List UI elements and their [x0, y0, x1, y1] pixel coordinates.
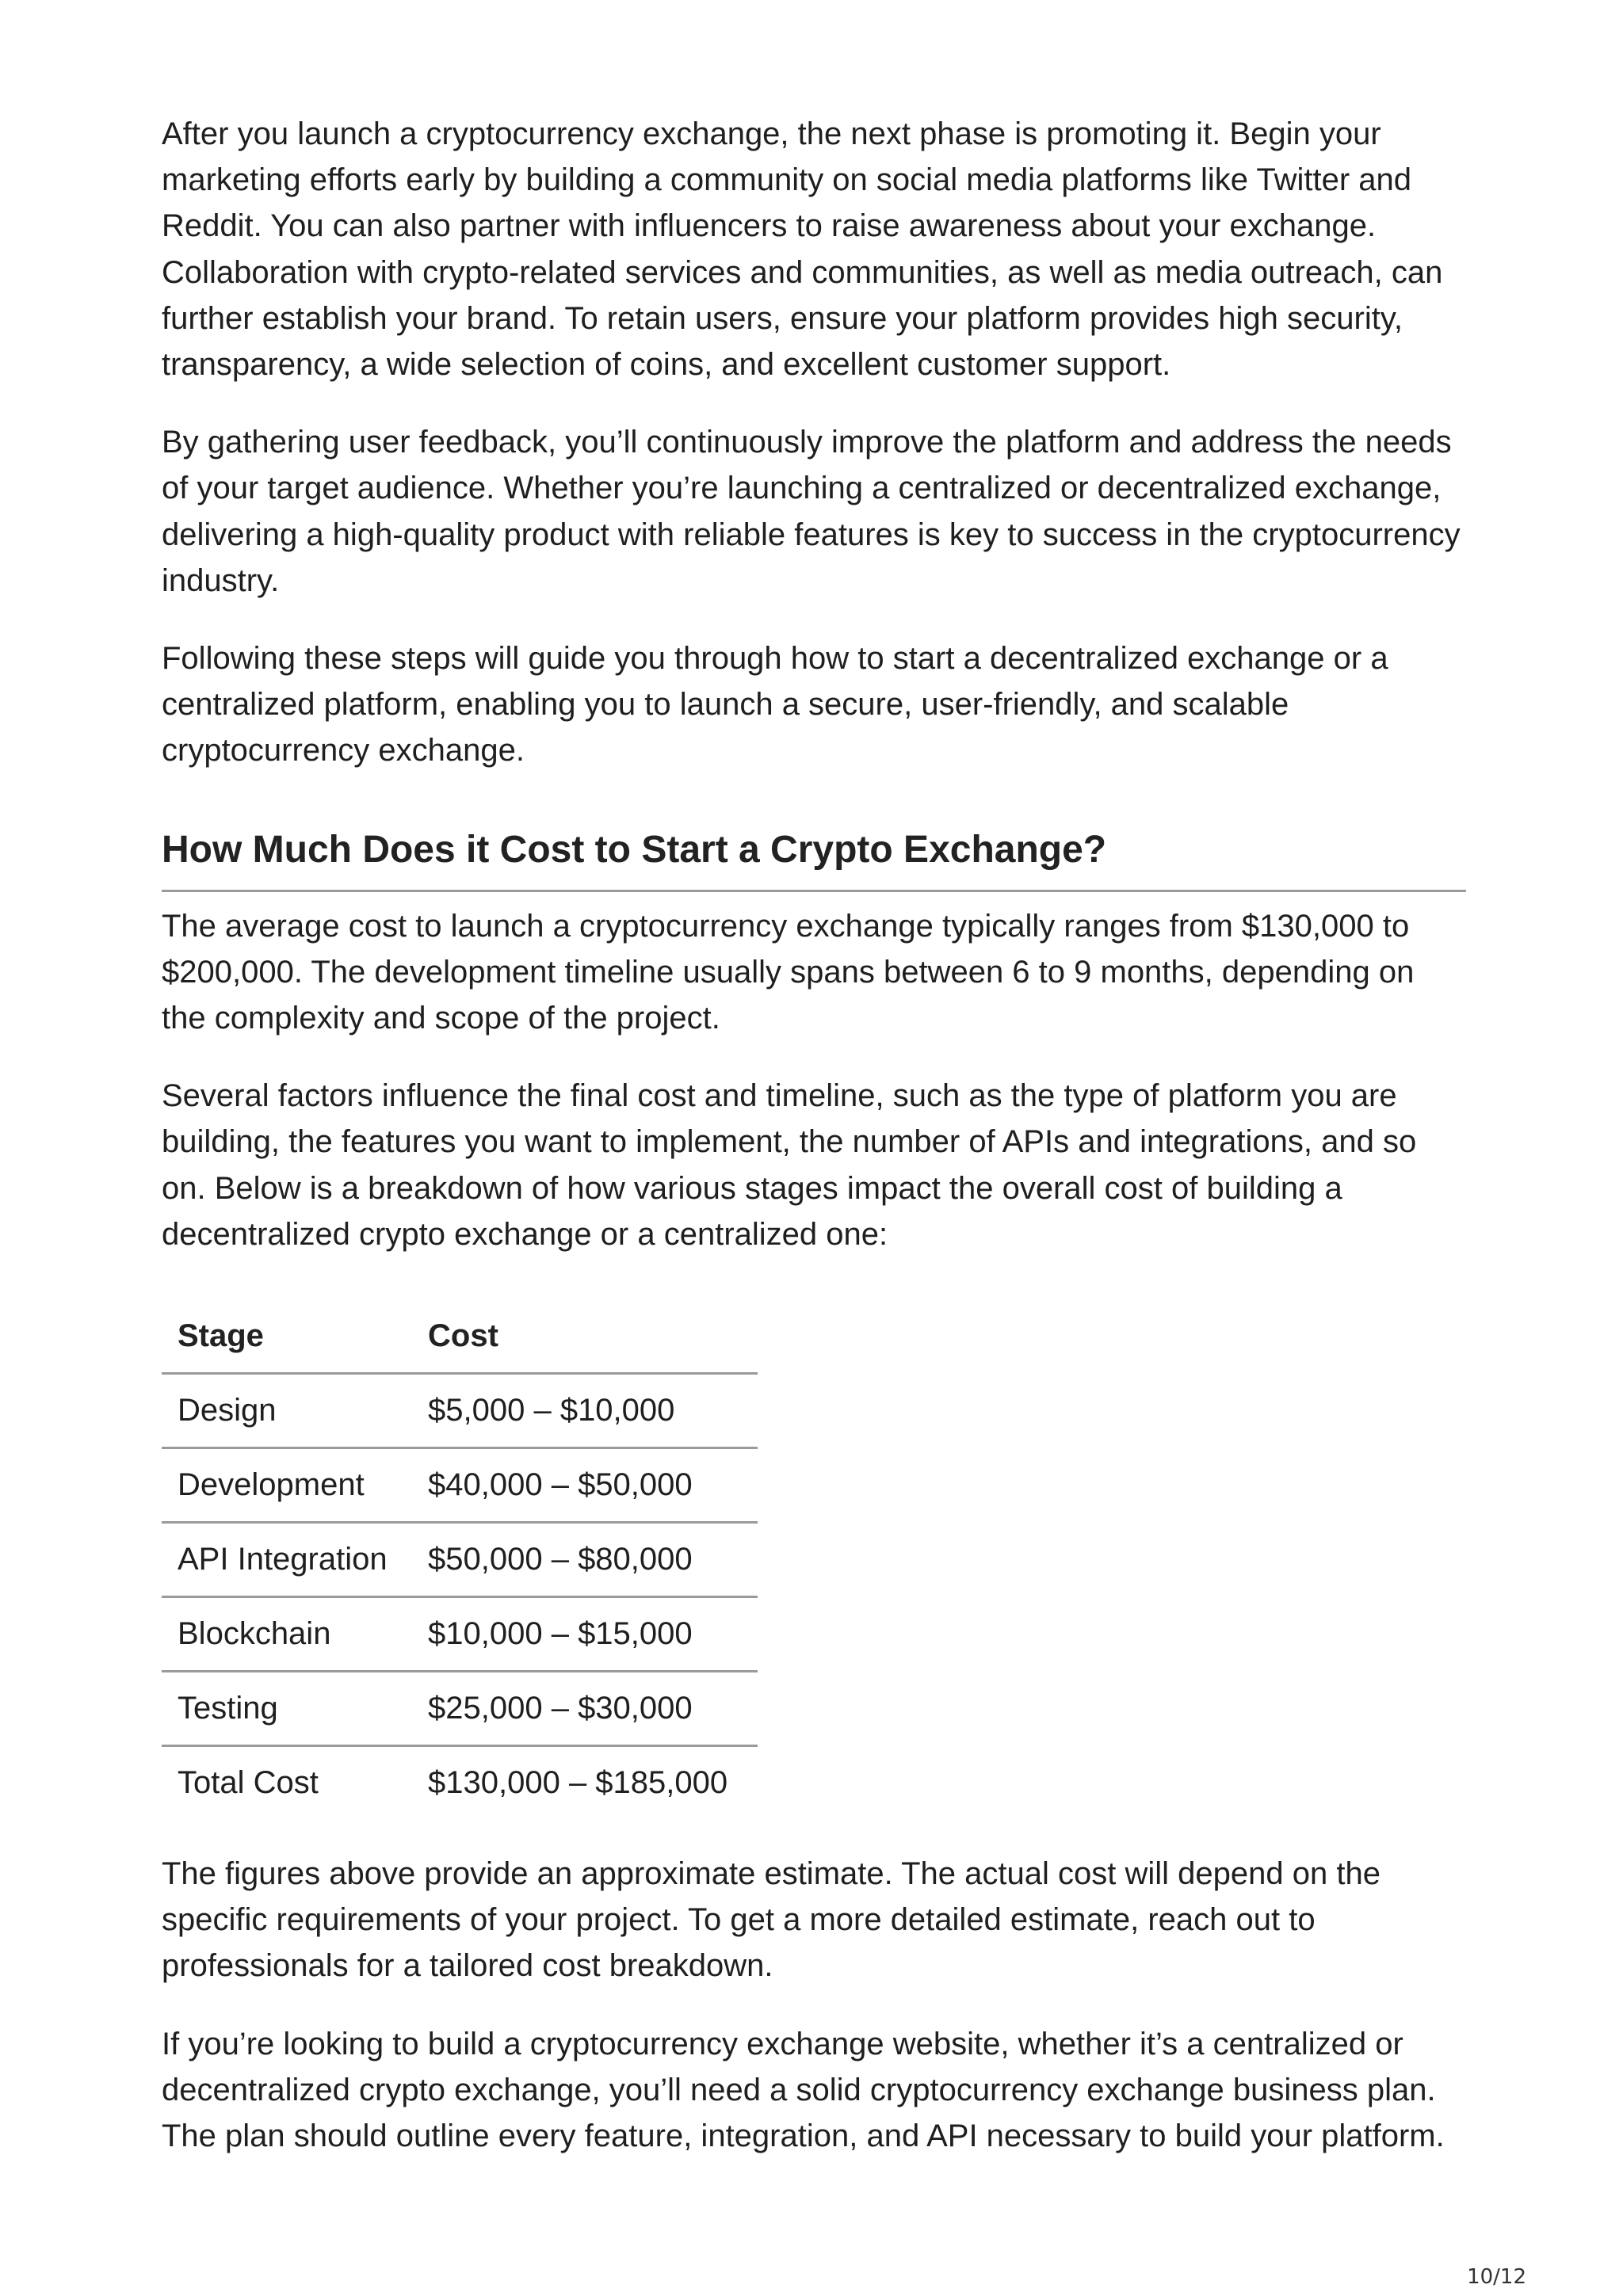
- section-heading-cost: How Much Does it Cost to Start a Crypto Exchange?: [162, 825, 1466, 892]
- paragraph-steps-summary: Following these steps will guide you through how to start a decentralized exchange or a centralized platform, enabling you to launch a secure, user-friendly, and scalable cryptocurrency exchange.: [162, 641, 1388, 769]
- page-number: 10/12: [1467, 2265, 1526, 2289]
- paragraph-estimate-note: The figures above provide an approximate estimate. The actual cost will depend on the specific requirements of your project. To get a more detailed estimate, reach out to professionals for a tailored cost breakdown.: [162, 1856, 1381, 1984]
- table-row: [162, 1448, 758, 1523]
- paragraph-feedback: By gathering user feedback, you’ll continuously improve the platform and address the needs of your target audience. Whether you’re launching a centralized or decentralized exchange, delivering a high-quality product with reliable features is key to success in the cryptocurrency industry.: [162, 425, 1461, 598]
- cost-cell: $130,000 – $185,000: [412, 1746, 758, 1820]
- cost-cell: $5,000 – $10,000: [412, 1374, 758, 1448]
- stage-cell: Blockchain: [162, 1597, 412, 1672]
- cost-cell: $25,000 – $30,000: [412, 1672, 758, 1746]
- table-row: [162, 1672, 758, 1746]
- cost-cell: $40,000 – $50,000: [412, 1448, 758, 1523]
- paragraph-marketing: After you launch a cryptocurrency exchange, the next phase is promoting it. Begin your marketing efforts early by building a community on social media platforms like Twitter and Reddit. You can also partner with influencers to raise awareness about your exchange. Collaboration with crypto-related services and communities, as well as media outreach, can further establish your brand. To retain users, ensure your platform provides high security, transparency, a wide selection of coins, and excellent customer support.: [162, 116, 1443, 383]
- stage-cell: API Integration: [162, 1523, 412, 1597]
- column-header-cost: Cost: [428, 1318, 498, 1354]
- stage-cell: Testing: [162, 1672, 412, 1746]
- cost-cell: $10,000 – $15,000: [412, 1597, 758, 1672]
- table-row: [162, 1597, 758, 1672]
- stage-cell: Total Cost: [162, 1746, 412, 1820]
- paragraph-cost-factors: Several factors influence the final cost and timeline, such as the type of platform you are building, the features you want to implement, the number of APIs and integrations, and so on. Below is a breakdown of how various stages impact the overall cost of building a decentralized crypto exchange or a centralized one:: [162, 1078, 1417, 1252]
- cost-table: [162, 1300, 758, 1819]
- table-row: [162, 1523, 758, 1597]
- table-row-total: [162, 1746, 758, 1820]
- stage-cell: Development: [162, 1448, 412, 1523]
- column-header-stage: Stage: [178, 1318, 264, 1354]
- stage-cell: Design: [162, 1374, 412, 1448]
- paragraph-average-cost: The average cost to launch a cryptocurrency exchange typically ranges from $130,000 to $200,000. The development timeline usually spans between 6 to 9 months, depending on the complexity and scope of the project.: [162, 908, 1415, 1036]
- paragraph-business-plan: If you’re looking to build a cryptocurrency exchange website, whether it’s a centralized or decentralized crypto exchange, you’ll need a solid cryptocurrency exchange business plan. The plan should outline every feature, integration, and API necessary to build your platform.: [162, 2026, 1445, 2154]
- cost-cell: $50,000 – $80,000: [412, 1523, 758, 1597]
- table-row: [162, 1374, 758, 1448]
- article-body: [162, 111, 1466, 2159]
- table-header-row: [162, 1300, 758, 1374]
